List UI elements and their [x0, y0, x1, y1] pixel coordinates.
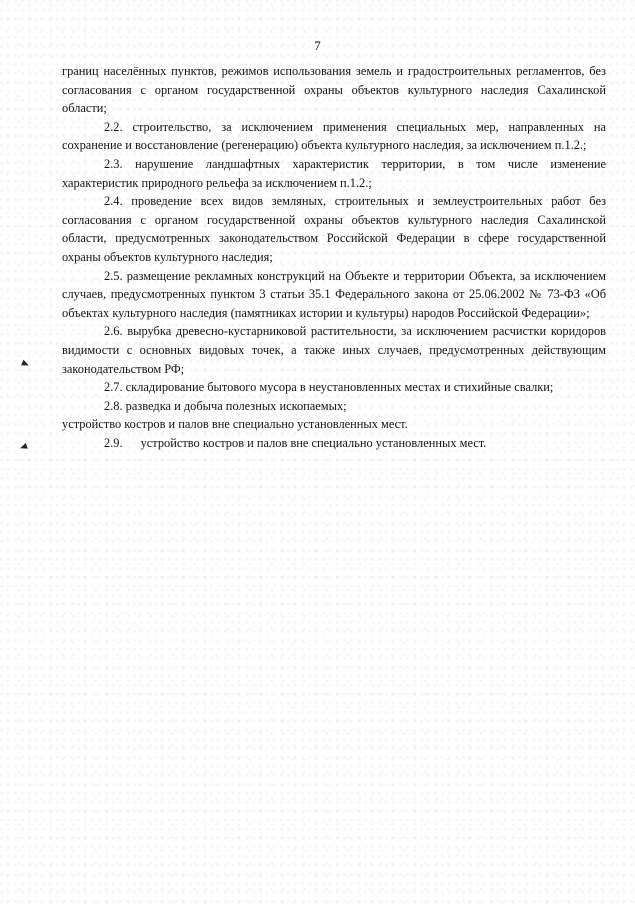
margin-mark-icon [19, 443, 28, 451]
paragraph-duplicate-line: устройство костров и палов вне специально установленных мест. [62, 417, 408, 432]
page-number: 7 [314, 38, 321, 53]
paragraph-item-2-4: 2.4. проведение всех видов земляных, строительных и землеустроительных работ без согласования с органом государственной охраны объектов культурного наследия Сахалинской области, предусмотренных законодательством Российской Федерации в сфере государственной охраны объектов культурного наследия; [62, 194, 606, 264]
paragraph-item-2-5: 2.5. размещение рекламных конструкций на Объекте и территории Объекта, за исключением случаев, предусмотренных пунктом 3 статьи 35.1 Федерального закона от 25.06.2002 № 73-ФЗ «Об объектах культурного наследия (памятниках истории и культуры) народов Российской Федерации»; [62, 268, 606, 320]
item-number: 2.9. [104, 435, 123, 450]
document-body [62, 62, 606, 452]
paragraph-item-2-3: 2.3. нарушение ландшафтных характеристик территории, в том числе изменение характеристик природного рельефа за исключением п.1.2.; [62, 156, 606, 190]
paragraph-item-2-2: 2.2. строительство, за исключением применения специальных мер, направленных на сохранение и восстановление (регенерацию) объекта культурного наследия, за исключением п.1.2.; [62, 119, 606, 153]
paragraph-continuation: границ населённых пунктов, режимов использования земель и градостроительных регламентов, без согласования с органом государственной охраны объектов культурного наследия Сахалинской области; [62, 64, 606, 116]
paragraph-item-2-9 [62, 434, 606, 453]
paragraph-item-2-8: 2.8. разведка и добыча полезных ископаемых; [104, 398, 347, 413]
margin-mark-icon [21, 360, 30, 368]
paragraph-item-2-7: 2.7. складирование бытового мусора в неустановленных местах и стихийные свалки; [104, 380, 554, 395]
paragraph-item-2-6: 2.6. вырубка древесно-кустарниковой растительности, за исключением расчистки коридоров видимости с основных видовых точек, а также иных случаев, предусмотренных действующим законодательством РФ; [62, 324, 606, 376]
item-text: устройство костров и палов вне специально установленных мест. [140, 435, 487, 450]
